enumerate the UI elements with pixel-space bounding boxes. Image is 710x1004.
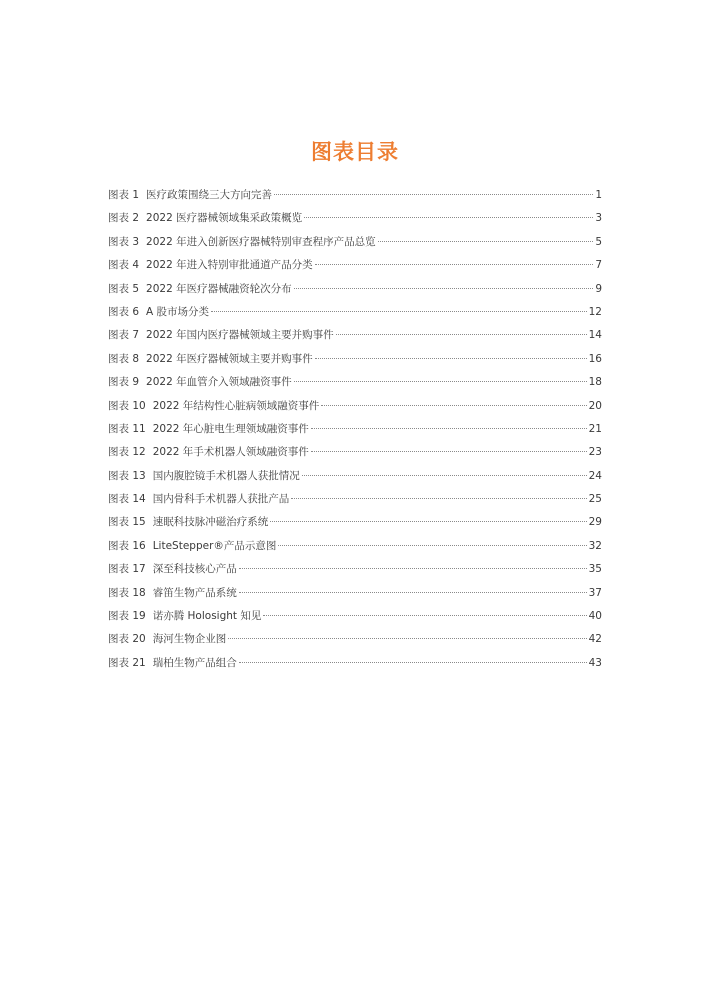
toc-entry-number: 图表 2 <box>108 212 140 225</box>
toc-entry-page-number: 25 <box>588 493 602 506</box>
toc-entry-label: 速眠科技脉冲磁治疗系统 <box>152 516 269 529</box>
toc-entry-number: 图表 10 <box>108 399 146 412</box>
dot-leader <box>304 217 593 218</box>
dot-leader <box>378 241 594 242</box>
toc-entry-number: 图表 4 <box>108 259 140 272</box>
toc-entry-number: 图表 12 <box>108 446 146 459</box>
toc-entry-label: 2022 年国内医疗器械领域主要并购事件 <box>146 329 334 342</box>
dot-leader <box>302 475 587 476</box>
toc-entry-label: 2022 年结构性心脏病领域融资事件 <box>152 399 320 412</box>
dot-leader <box>263 615 586 616</box>
toc-entry-label: 2022 年血管介入领域融资事件 <box>146 376 292 389</box>
dot-leader <box>315 264 594 265</box>
dot-leader <box>311 451 587 452</box>
dot-leader <box>336 334 587 335</box>
toc-entry[interactable] <box>108 512 602 535</box>
dot-leader <box>239 662 587 663</box>
toc-entry[interactable] <box>108 372 602 395</box>
figure-index-list <box>108 185 602 676</box>
toc-entry-label: 2022 年医疗器械领域主要并购事件 <box>146 352 313 365</box>
toc-entry-label: 海河生物企业图 <box>152 633 227 646</box>
toc-entry-page-number: 16 <box>588 352 602 365</box>
toc-entry-number: 图表 11 <box>108 422 146 435</box>
toc-entry[interactable] <box>108 396 602 419</box>
toc-entry[interactable] <box>108 489 602 512</box>
dot-leader <box>274 194 593 195</box>
toc-entry[interactable] <box>108 302 602 325</box>
toc-entry-page-number: 1 <box>595 189 602 201</box>
toc-entry-page-number: 32 <box>588 539 602 552</box>
toc-entry-number: 图表 5 <box>108 282 140 295</box>
toc-entry[interactable] <box>108 279 602 302</box>
toc-entry-label: 医疗政策围绕三大方向完善 <box>146 189 273 201</box>
toc-entry-label: 2022 年医疗器械融资轮次分布 <box>146 282 292 295</box>
toc-entry-page-number: 3 <box>595 212 602 225</box>
toc-entry-number: 图表 9 <box>108 376 140 389</box>
toc-entry-number: 图表 20 <box>108 633 146 646</box>
toc-entry-page-number: 40 <box>588 610 602 623</box>
toc-entry-number: 图表 15 <box>108 516 146 529</box>
toc-entry-label: 深至科技核心产品 <box>152 563 237 576</box>
toc-entry-label: 2022 年进入特别审批通道产品分类 <box>146 259 313 272</box>
dot-leader <box>270 521 586 522</box>
toc-entry[interactable] <box>108 419 602 442</box>
dot-leader <box>239 592 587 593</box>
toc-entry[interactable] <box>108 536 602 559</box>
toc-entry-number: 图表 3 <box>108 235 140 248</box>
toc-entry[interactable] <box>108 606 602 629</box>
toc-entry-page-number: 23 <box>588 446 602 459</box>
toc-entry-number: 图表 13 <box>108 469 146 482</box>
toc-entry-page-number: 5 <box>595 235 602 248</box>
toc-entry-label: 睿笛生物产品系统 <box>152 586 237 599</box>
toc-entry-number: 图表 1 <box>108 189 140 201</box>
toc-entry-number: 图表 7 <box>108 329 140 342</box>
dot-leader <box>294 381 587 382</box>
toc-entry-number: 图表 19 <box>108 610 146 623</box>
page-title: 图表目录 <box>311 140 399 164</box>
toc-entry-page-number: 12 <box>588 305 602 318</box>
toc-entry-page-number: 9 <box>595 282 602 295</box>
dot-leader <box>211 311 587 312</box>
toc-entry-number: 图表 21 <box>108 656 146 669</box>
toc-entry-label: 2022 年进入创新医疗器械特别审查程序产品总览 <box>146 235 376 248</box>
toc-entry-label: 国内骨科手术机器人获批产品 <box>152 493 290 506</box>
toc-entry[interactable] <box>108 185 602 208</box>
toc-entry-label: 瑞柏生物产品组合 <box>152 656 237 669</box>
toc-entry-page-number: 43 <box>588 656 602 669</box>
toc-entry-label: LiteStepper®产品示意图 <box>152 539 277 552</box>
toc-entry-label: 2022 医疗器械领域集采政策概览 <box>146 212 303 225</box>
toc-entry-page-number: 37 <box>588 586 602 599</box>
toc-entry-number: 图表 6 <box>108 305 140 318</box>
dot-leader <box>291 498 586 499</box>
toc-entry[interactable] <box>108 232 602 255</box>
toc-entry[interactable] <box>108 466 602 489</box>
dot-leader <box>315 358 587 359</box>
dot-leader <box>278 545 586 546</box>
toc-entry[interactable] <box>108 349 602 372</box>
toc-entry-label: 诺亦腾 Holosight 知见 <box>152 610 262 623</box>
toc-entry-page-number: 18 <box>588 376 602 389</box>
dot-leader <box>239 568 587 569</box>
toc-entry-number: 图表 8 <box>108 352 140 365</box>
toc-entry-page-number: 20 <box>588 399 602 412</box>
toc-entry-label: A 股市场分类 <box>146 305 210 318</box>
toc-entry-number: 图表 17 <box>108 563 146 576</box>
dot-leader <box>321 405 586 406</box>
toc-entry[interactable] <box>108 653 602 676</box>
dot-leader <box>311 428 587 429</box>
toc-entry-page-number: 21 <box>588 422 602 435</box>
toc-entry-number: 图表 16 <box>108 539 146 552</box>
toc-entry-page-number: 7 <box>595 259 602 272</box>
dot-leader <box>228 638 586 639</box>
toc-entry-label: 国内腹腔镜手术机器人获批情况 <box>152 469 300 482</box>
toc-entry-number: 图表 14 <box>108 493 146 506</box>
toc-entry[interactable] <box>108 442 602 465</box>
toc-entry-page-number: 24 <box>588 469 602 482</box>
toc-entry-number: 图表 18 <box>108 586 146 599</box>
toc-entry-label: 2022 年手术机器人领域融资事件 <box>152 446 309 459</box>
toc-entry[interactable] <box>108 583 602 606</box>
toc-entry[interactable] <box>108 325 602 348</box>
toc-entry-label: 2022 年心脏电生理领域融资事件 <box>152 422 309 435</box>
toc-entry-page-number: 42 <box>588 633 602 646</box>
dot-leader <box>294 288 594 289</box>
toc-entry-page-number: 29 <box>588 516 602 529</box>
toc-entry[interactable] <box>108 559 602 582</box>
toc-entry-page-number: 35 <box>588 563 602 576</box>
toc-entry[interactable] <box>108 255 602 278</box>
toc-entry-page-number: 14 <box>588 329 602 342</box>
toc-entry[interactable] <box>108 208 602 231</box>
toc-entry[interactable] <box>108 629 602 652</box>
